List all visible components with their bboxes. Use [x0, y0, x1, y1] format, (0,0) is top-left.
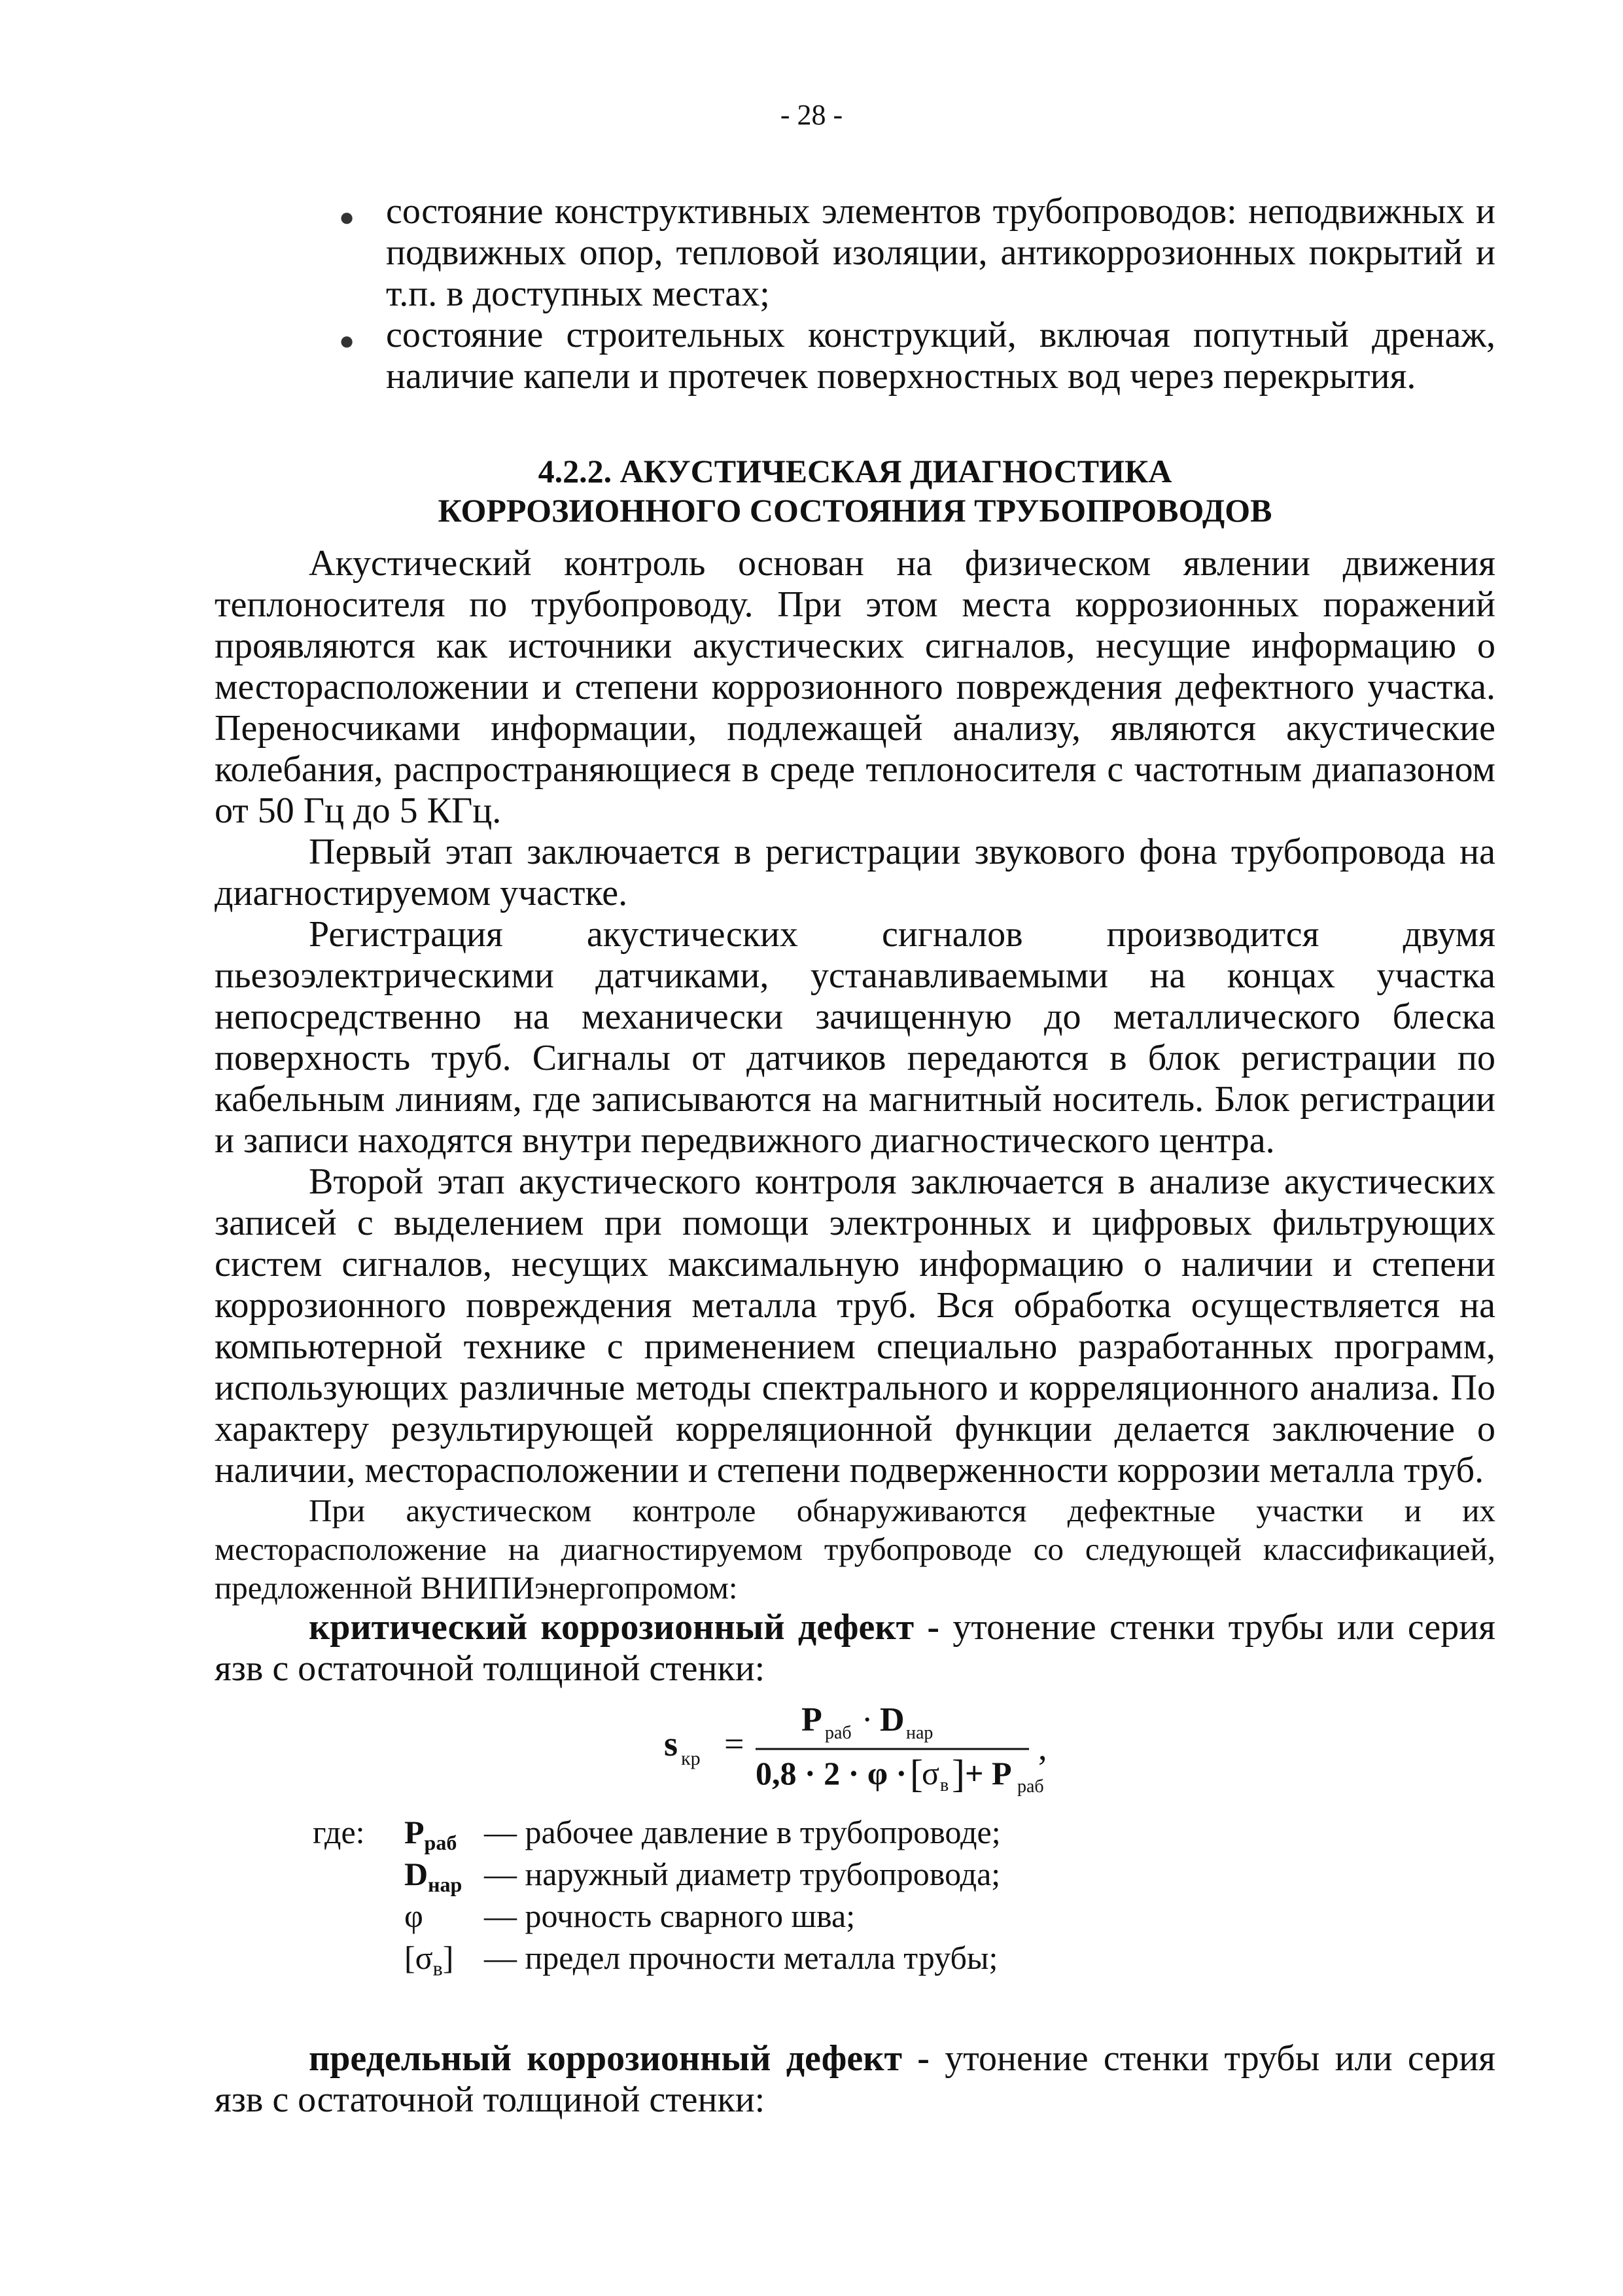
- formula-den-rbracket: ]: [952, 1752, 965, 1795]
- bullet-item: [215, 191, 1495, 315]
- formula-den-lbracket: [: [910, 1752, 923, 1795]
- formula-lhs-sub: кр: [681, 1748, 701, 1769]
- section-heading: [215, 451, 1495, 530]
- formula-den-plus: + P: [965, 1755, 1012, 1792]
- formula-num-p: P: [801, 1701, 822, 1739]
- bullet-text: состояние строительных конструкций, включая попутный дренаж, наличие капели и протечек поверхностных вод через перекрытия.: [386, 315, 1495, 397]
- formula-den-sigma-sub: в: [940, 1775, 949, 1795]
- bullet-icon: ●: [339, 202, 355, 232]
- legend-symbol: $D_{нар}$: [404, 1856, 462, 1896]
- paragraph: Второй этап акустического контроля заключается в анализе акустических записей с выделением при помощи электронных и цифровых фильтрующих систем сигналов, несущих максимальную информацию о наличии и степени коррозионного повреждения металла труб. Вся обработка осуществляется на компьютерной технике с применением специально разработанных программ, использующих различные методы спектрального и корреляционного анализа. По характеру результирующей корреляционной функции делается заключение о наличии, месторасположении и степени подверженности коррозии металла труб.: [215, 1161, 1495, 1491]
- legend-description: — рабочее давление в трубопроводе;: [484, 1814, 1001, 1850]
- term-critical: критический коррозионный дефект -: [309, 1607, 940, 1648]
- section-title-line2: КОРРОЗИОННОГО СОСТОЯНИЯ ТРУБОПРОВОДОВ: [438, 492, 1272, 529]
- section-title-line1: 4.2.2. АКУСТИЧЕСКАЯ ДИАГНОСТИКА: [538, 453, 1172, 489]
- definition-critical: [215, 1607, 1495, 1689]
- formula-num-d: D: [880, 1701, 905, 1739]
- definition-limit: [215, 2038, 1495, 2121]
- formula-den-const: 0,8 · 2 · φ ·: [756, 1755, 907, 1792]
- formula-lhs: s: [664, 1724, 678, 1763]
- term-limit: предельный коррозионный дефект -: [309, 2038, 930, 2079]
- legend-where: где:: [313, 1814, 365, 1850]
- formula-svg: [664, 1691, 1070, 1803]
- formula-den-sigma: σ: [922, 1755, 939, 1792]
- paragraph: Регистрация акустических сигналов производится двумя пьезоэлектрическими датчиками, устанавливаемыми на концах участка непосредственно на механически зачищенную до металлического блеска поверхность труб. Сигналы от датчиков передаются в блок регистрации по кабельным линиям, где записываются на магнитный носитель. Блок регистрации и записи находятся внутри передвижного диагностического центра.: [215, 914, 1495, 1161]
- bullet-icon: ●: [339, 326, 355, 355]
- legend-symbol: φ: [404, 1898, 423, 1934]
- formula-num-p-sub: раб: [825, 1723, 852, 1743]
- formula-eq: =: [724, 1724, 744, 1763]
- formula-num-d-sub: нар: [906, 1723, 934, 1743]
- legend-symbol: $P_{раб}$: [404, 1814, 457, 1854]
- definition-text: утонение стенки трубы или серия язв с остаточной толщиной стенки:: [215, 1607, 1496, 1689]
- body-text-final: [215, 2038, 1495, 2121]
- paragraph: Акустический контроль основан на физическом явлении движения теплоносителя по трубопроводу. При этом места коррозионных поражений проявляются как источники акустических сигналов, несущие информацию о месторасположении и степени коррозионного повреждения дефектного участка. Переносчиками информации, подлежащей анализу, являются акустические колебания, распространяющиеся в среде теплоносителя с частотным диапазоном от 50 Гц до 5 КГц.: [215, 543, 1495, 831]
- paragraph: При акустическом контроле обнаруживаются дефектные участки и их месторасположение на диагностируемом трубопроводе со следующей классификацией, предложенной ВНИПИэнергопромом:: [215, 1492, 1495, 1606]
- bullet-item: [215, 315, 1495, 397]
- definition-text: утонение стенки трубы или серия язв с остаточной толщиной стенки:: [215, 2038, 1495, 2120]
- legend-symbol: $[\sigma_в]$: [404, 1939, 454, 1980]
- legend-description: — предел прочности металла трубы;: [484, 1939, 998, 1976]
- page-number: - 28 -: [780, 99, 843, 131]
- formula-comma: ,: [1038, 1728, 1047, 1767]
- bullet-list: [215, 191, 1495, 397]
- legend-description: — рочность сварного шва;: [484, 1898, 856, 1934]
- formula-den-p-sub: раб: [1017, 1776, 1044, 1797]
- body-text: [215, 543, 1495, 1689]
- formula-num-dot: ·: [862, 1701, 873, 1739]
- legend-description: — наружный диаметр трубопровода;: [484, 1856, 1001, 1892]
- formula-critical: [664, 1691, 1070, 1803]
- bullet-text: состояние конструктивных элементов трубопроводов: неподвижных и подвижных опор, тепловой изоляции, антикоррозионных покрытий и т.п. в доступных местах;: [386, 191, 1495, 314]
- paragraph: Первый этап заключается в регистрации звукового фона трубопровода на диагностируемом участке.: [215, 832, 1495, 913]
